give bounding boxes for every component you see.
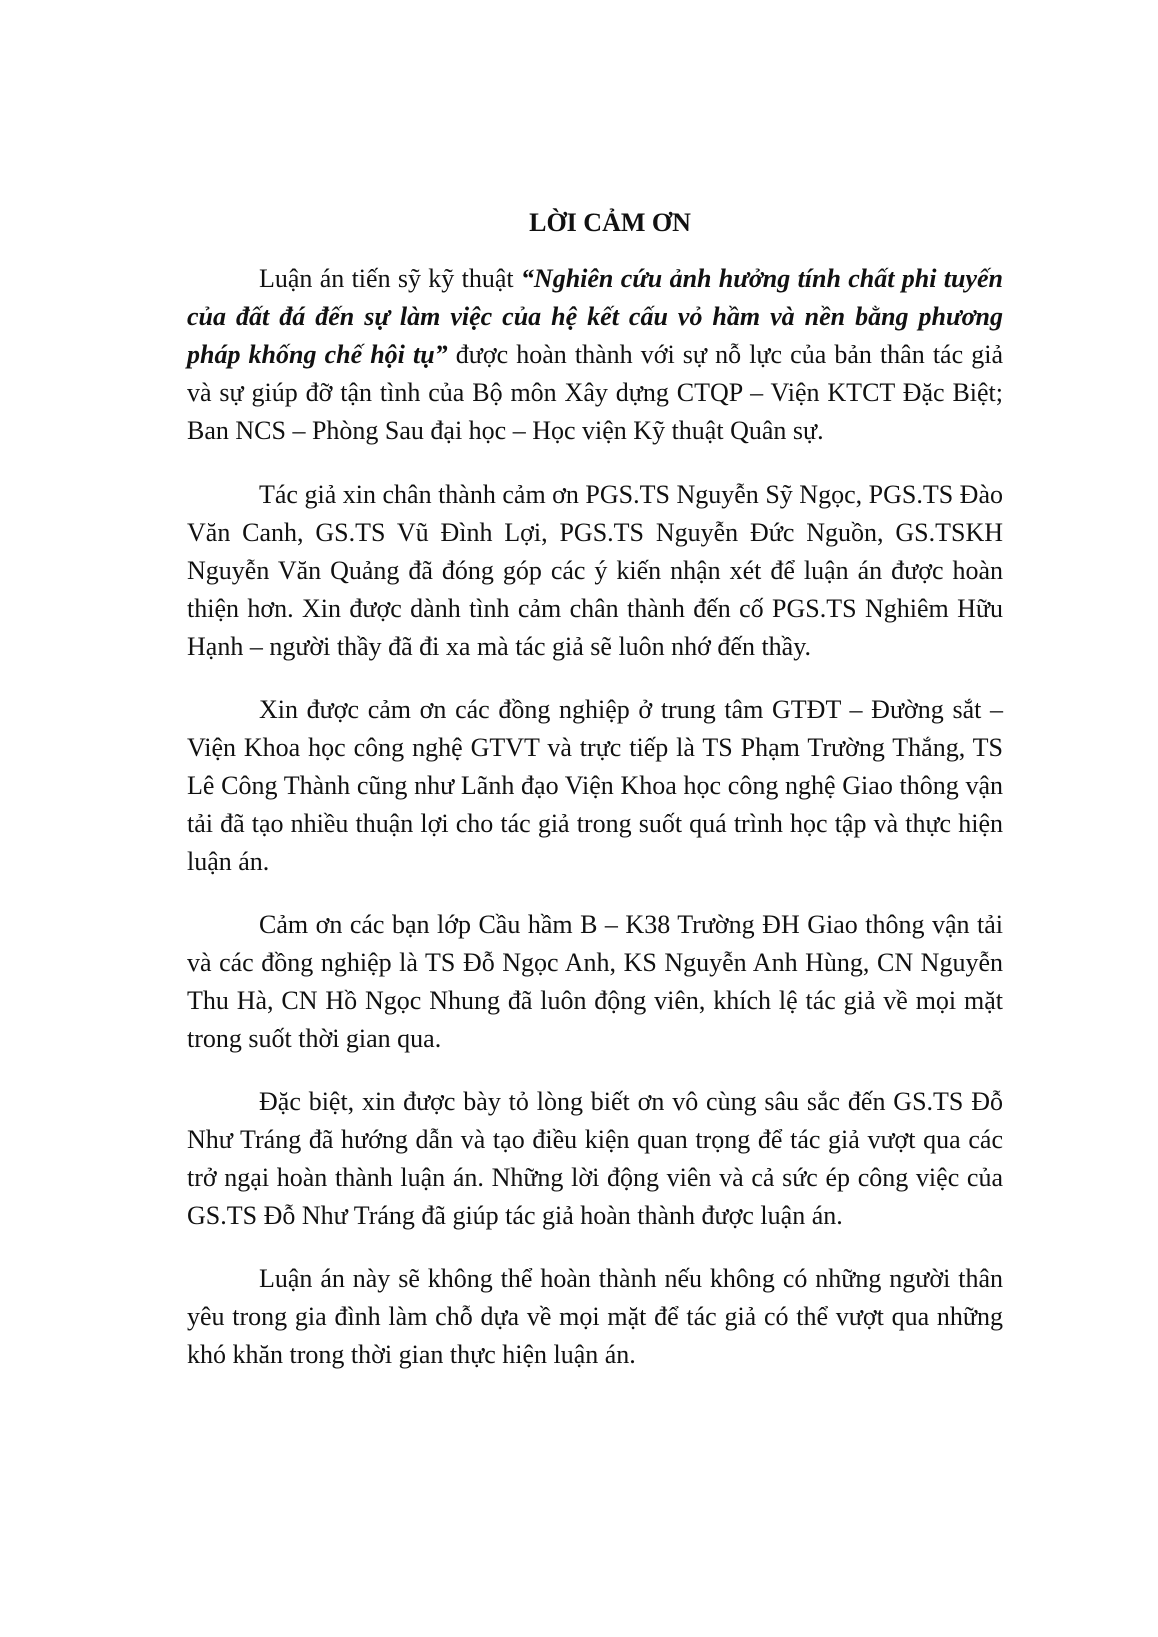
paragraph-thanks-supervisor: Đặc biệt, xin được bày tỏ lòng biết ơn vô cùng sâu sắc đến GS.TS Đỗ Như Tráng đã hướng dẫn và tạo điều kiện quan trọng để tác giả vượt qua các trở ngại hoàn thành luận án. Những lời động viên và cả sức ép công việc của GS.TS Đỗ Như Tráng đã giúp tác giả hoàn thành được luận án. bbox=[187, 1087, 1003, 1230]
thesis-intro-text: Luận án tiến sỹ kỹ thuật bbox=[259, 264, 521, 293]
paragraph-thanks-family: Luận án này sẽ không thể hoàn thành nếu không có những người thân yêu trong gia đình làm chỗ dựa về mọi mặt để tác giả có thể vượt qua những khó khăn trong thời gian thực hiện luận án. bbox=[187, 1264, 1003, 1369]
paragraph-thanks-classmates: Cảm ơn các bạn lớp Cầu hầm B – K38 Trường ĐH Giao thông vận tải và các đồng nghiệp là TS Đỗ Ngọc Anh, KS Nguyễn Anh Hùng, CN Nguyễn Thu Hà, CN Hồ Ngọc Nhung đã luôn động viên, khích lệ tác giả về mọi mặt trong suốt thời gian qua. bbox=[187, 910, 1003, 1053]
thesis-intro-continuation: được hoàn thành với sự nỗ lực của bản thân tác giả và sự giúp đỡ tận tình của Bộ môn Xây dựng CTQP – Viện KTCT Đặc Biệt; Ban NCS – Phòng Sau đại học – Học viện Kỹ thuật Quân sự. bbox=[187, 340, 1003, 445]
acknowledgement-section bbox=[187, 204, 1003, 1399]
paragraph-thanks-colleagues: Xin được cảm ơn các đồng nghiệp ở trung tâm GTĐT – Đường sắt – Viện Khoa học công nghệ GTVT và trực tiếp là TS Phạm Trường Thắng, TS Lê Công Thành cũng như Lãnh đạo Viện Khoa học công nghệ Giao thông vận tải đã tạo nhiều thuận lợi cho tác giả trong suốt quá trình học tập và thực hiện luận án. bbox=[187, 695, 1003, 876]
thesis-title: “Nghiên cứu ảnh hưởng tính chất phi tuyến của đất đá đến sự làm việc của hệ kết cấu vỏ hầm và nền bằng phương pháp khống chế hội tụ” bbox=[187, 264, 1003, 369]
page-title: LỜI CẢM ƠN bbox=[529, 208, 691, 237]
paragraph-thesis-intro bbox=[187, 260, 1003, 450]
paragraph-thanks-professors: Tác giả xin chân thành cảm ơn PGS.TS Nguyễn Sỹ Ngọc, PGS.TS Đào Văn Canh, GS.TS Vũ Đình Lợi, PGS.TS Nguyễn Đức Nguồn, GS.TSKH Nguyễn Văn Quảng đã đóng góp các ý kiến nhận xét để luận án được hoàn thiện hơn. Xin được dành tình cảm chân thành đến cố PGS.TS Nghiêm Hữu Hạnh – người thầy đã đi xa mà tác giả sẽ luôn nhớ đến thầy. bbox=[187, 480, 1003, 661]
